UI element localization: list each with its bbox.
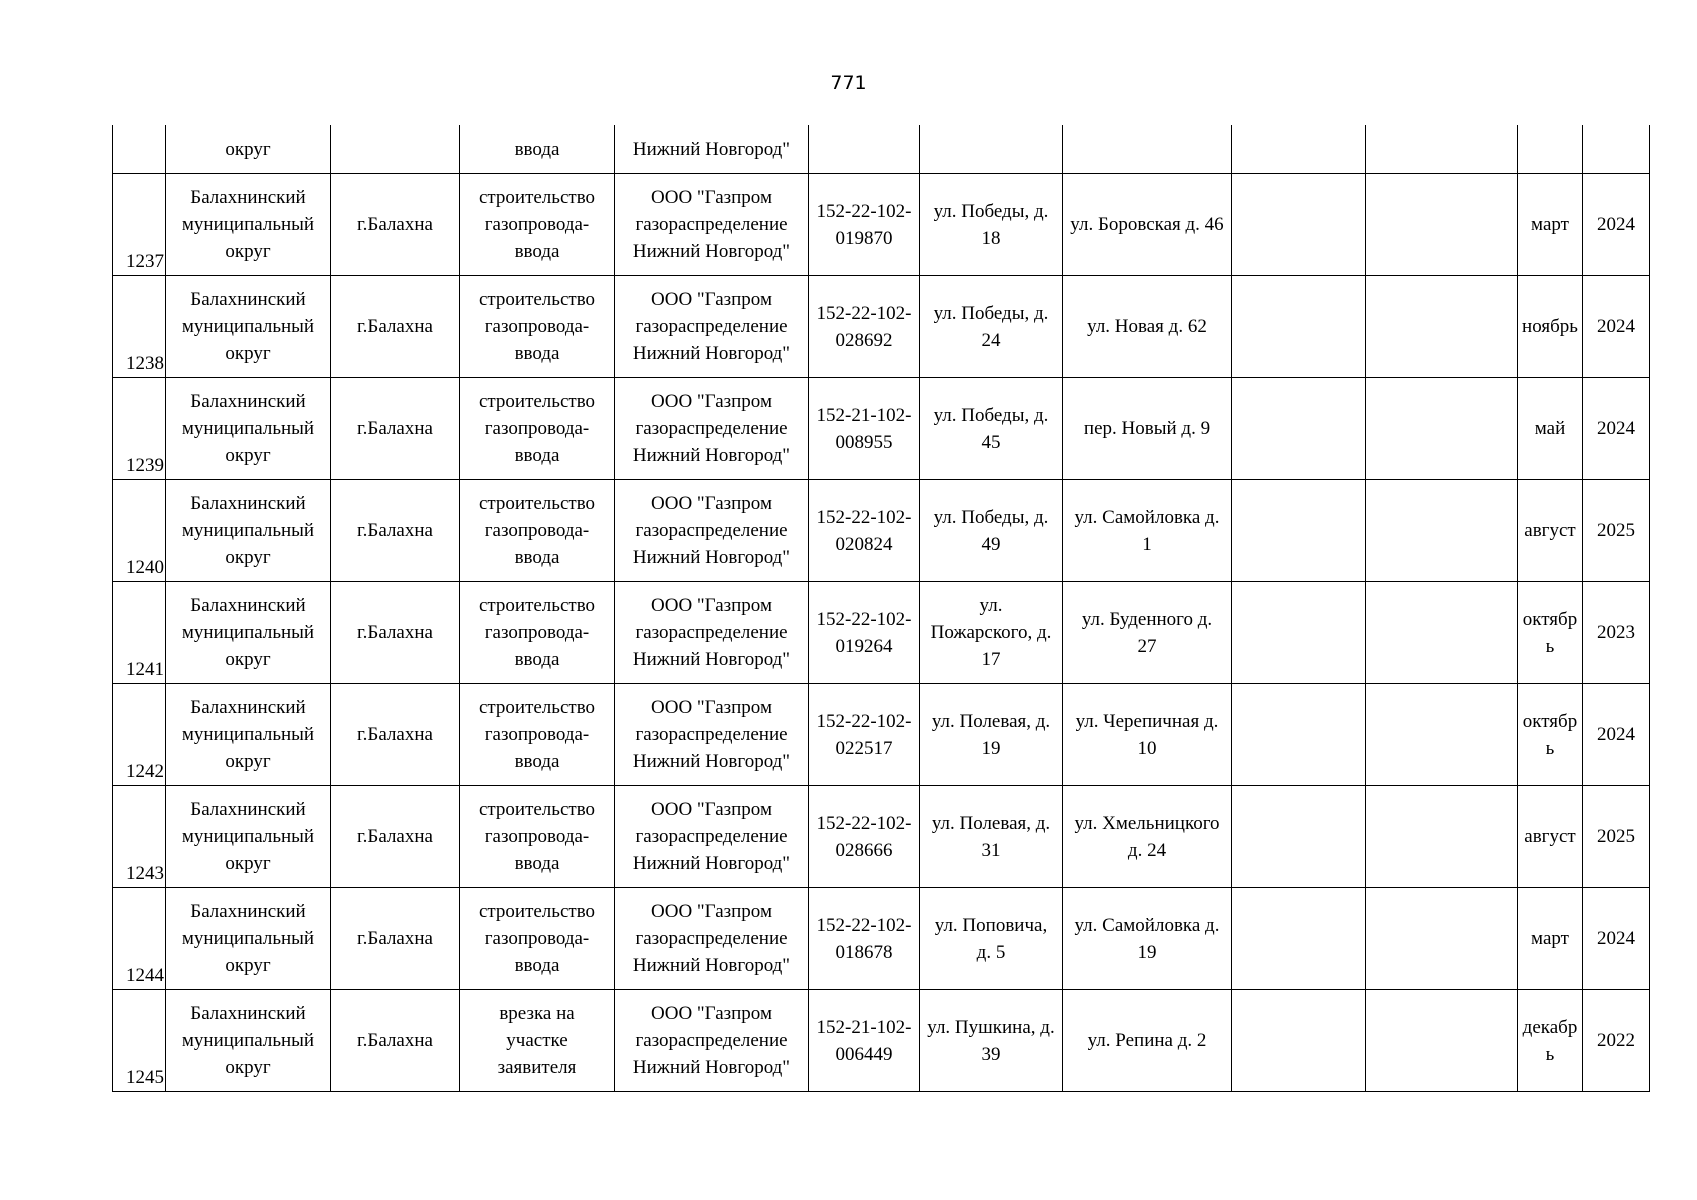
- organization-cell: ООО "Газпром газораспределение Нижний Новгород": [615, 480, 809, 582]
- code-cell: 152-22-102- 020824: [809, 480, 920, 582]
- table-row: [113, 684, 1650, 786]
- row-number-cell: 1242: [113, 684, 166, 786]
- year-cell: [1583, 125, 1650, 174]
- year-cell: 2025: [1583, 786, 1650, 888]
- locality-cell: г.Балахна: [331, 378, 460, 480]
- from-address-cell: ул. Поповича, д. 5: [920, 888, 1063, 990]
- empty-cell-10: [1366, 125, 1518, 174]
- page-number: 771: [830, 72, 867, 94]
- year-cell: 2025: [1583, 480, 1650, 582]
- code-cell: [809, 125, 920, 174]
- to-address-cell: ул. Буденного д. 27: [1063, 582, 1232, 684]
- month-cell: октябр ь: [1518, 582, 1583, 684]
- organization-cell: ООО "Газпром газораспределение Нижний Новгород": [615, 786, 809, 888]
- to-address-cell: ул. Самойловка д. 19: [1063, 888, 1232, 990]
- empty-cell-10: [1366, 378, 1518, 480]
- code-cell: 152-22-102- 028692: [809, 276, 920, 378]
- empty-cell-9: [1232, 990, 1366, 1092]
- to-address-cell: ул. Черепичная д. 10: [1063, 684, 1232, 786]
- row-number-cell: 1237: [113, 174, 166, 276]
- empty-cell-10: [1366, 786, 1518, 888]
- locality-cell: г.Балахна: [331, 276, 460, 378]
- from-address-cell: ул. Пушкина, д. 39: [920, 990, 1063, 1092]
- empty-cell-10: [1366, 990, 1518, 1092]
- row-number-cell: 1240: [113, 480, 166, 582]
- table-row: [113, 990, 1650, 1092]
- code-cell: 152-22-102- 028666: [809, 786, 920, 888]
- locality-cell: г.Балахна: [331, 480, 460, 582]
- empty-cell-9: [1232, 684, 1366, 786]
- year-cell: 2023: [1583, 582, 1650, 684]
- organization-cell: ООО "Газпром газораспределение Нижний Новгород": [615, 990, 809, 1092]
- organization-cell: ООО "Газпром газораспределение Нижний Новгород": [615, 888, 809, 990]
- locality-cell: г.Балахна: [331, 684, 460, 786]
- district-cell: округ: [166, 125, 331, 174]
- table-row: [113, 276, 1650, 378]
- locality-cell: г.Балахна: [331, 174, 460, 276]
- table-row: [113, 174, 1650, 276]
- work-type-cell: строительство газопровода- ввода: [460, 276, 615, 378]
- from-address-cell: ул. Победы, д. 45: [920, 378, 1063, 480]
- month-cell: август: [1518, 786, 1583, 888]
- year-cell: 2024: [1583, 378, 1650, 480]
- work-type-cell: врезка на участке заявителя: [460, 990, 615, 1092]
- work-type-cell: строительство газопровода- ввода: [460, 174, 615, 276]
- year-cell: 2024: [1583, 684, 1650, 786]
- empty-cell-9: [1232, 888, 1366, 990]
- work-type-cell: строительство газопровода- ввода: [460, 480, 615, 582]
- from-address-cell: ул. Пожарского, д. 17: [920, 582, 1063, 684]
- empty-cell-10: [1366, 276, 1518, 378]
- code-cell: 152-21-102- 008955: [809, 378, 920, 480]
- row-number-cell: 1244: [113, 888, 166, 990]
- work-type-cell: строительство газопровода- ввода: [460, 378, 615, 480]
- month-cell: март: [1518, 174, 1583, 276]
- from-address-cell: ул. Победы, д. 49: [920, 480, 1063, 582]
- empty-cell-9: [1232, 276, 1366, 378]
- from-address-cell: ул. Победы, д. 24: [920, 276, 1063, 378]
- work-type-cell: строительство газопровода- ввода: [460, 786, 615, 888]
- to-address-cell: ул. Репина д. 2: [1063, 990, 1232, 1092]
- from-address-cell: ул. Полевая, д. 19: [920, 684, 1063, 786]
- organization-cell: Нижний Новгород": [615, 125, 809, 174]
- year-cell: 2022: [1583, 990, 1650, 1092]
- locality-cell: г.Балахна: [331, 786, 460, 888]
- table-row: [113, 582, 1650, 684]
- district-cell: Балахнинский муниципальный округ: [166, 888, 331, 990]
- table-body: [113, 125, 1650, 1092]
- row-number-cell: 1241: [113, 582, 166, 684]
- empty-cell-9: [1232, 125, 1366, 174]
- to-address-cell: ул. Самойловка д. 1: [1063, 480, 1232, 582]
- organization-cell: ООО "Газпром газораспределение Нижний Новгород": [615, 174, 809, 276]
- from-address-cell: ул. Победы, д. 18: [920, 174, 1063, 276]
- empty-cell-10: [1366, 174, 1518, 276]
- code-cell: 152-22-102- 018678: [809, 888, 920, 990]
- code-cell: 152-22-102- 019264: [809, 582, 920, 684]
- empty-cell-9: [1232, 174, 1366, 276]
- organization-cell: ООО "Газпром газораспределение Нижний Новгород": [615, 276, 809, 378]
- organization-cell: ООО "Газпром газораспределение Нижний Новгород": [615, 582, 809, 684]
- row-number-cell: 1239: [113, 378, 166, 480]
- month-cell: август: [1518, 480, 1583, 582]
- empty-cell-9: [1232, 786, 1366, 888]
- month-cell: ноябрь: [1518, 276, 1583, 378]
- year-cell: 2024: [1583, 888, 1650, 990]
- gas-connection-table: [112, 125, 1650, 1092]
- month-cell: октябр ь: [1518, 684, 1583, 786]
- code-cell: 152-21-102- 006449: [809, 990, 920, 1092]
- district-cell: Балахнинский муниципальный округ: [166, 786, 331, 888]
- district-cell: Балахнинский муниципальный округ: [166, 684, 331, 786]
- district-cell: Балахнинский муниципальный округ: [166, 276, 331, 378]
- table-row: [113, 888, 1650, 990]
- organization-cell: ООО "Газпром газораспределение Нижний Новгород": [615, 684, 809, 786]
- to-address-cell: ул. Боровская д. 46: [1063, 174, 1232, 276]
- to-address-cell: [1063, 125, 1232, 174]
- locality-cell: [331, 125, 460, 174]
- row-number-cell: 1245: [113, 990, 166, 1092]
- year-cell: 2024: [1583, 276, 1650, 378]
- district-cell: Балахнинский муниципальный округ: [166, 582, 331, 684]
- month-cell: май: [1518, 378, 1583, 480]
- organization-cell: ООО "Газпром газораспределение Нижний Новгород": [615, 378, 809, 480]
- work-type-cell: строительство газопровода- ввода: [460, 888, 615, 990]
- locality-cell: г.Балахна: [331, 990, 460, 1092]
- to-address-cell: ул. Хмельницкого д. 24: [1063, 786, 1232, 888]
- empty-cell-10: [1366, 888, 1518, 990]
- to-address-cell: ул. Новая д. 62: [1063, 276, 1232, 378]
- empty-cell-9: [1232, 480, 1366, 582]
- row-number-cell: 1238: [113, 276, 166, 378]
- year-cell: 2024: [1583, 174, 1650, 276]
- district-cell: Балахнинский муниципальный округ: [166, 990, 331, 1092]
- table-row: [113, 786, 1650, 888]
- row-number-cell: 1243: [113, 786, 166, 888]
- month-cell: март: [1518, 888, 1583, 990]
- from-address-cell: [920, 125, 1063, 174]
- code-cell: 152-22-102- 019870: [809, 174, 920, 276]
- empty-cell-10: [1366, 582, 1518, 684]
- district-cell: Балахнинский муниципальный округ: [166, 378, 331, 480]
- district-cell: Балахнинский муниципальный округ: [166, 174, 331, 276]
- empty-cell-9: [1232, 582, 1366, 684]
- table-row: [113, 378, 1650, 480]
- row-number-cell: [113, 125, 166, 174]
- locality-cell: г.Балахна: [331, 582, 460, 684]
- code-cell: 152-22-102- 022517: [809, 684, 920, 786]
- empty-cell-10: [1366, 684, 1518, 786]
- to-address-cell: пер. Новый д. 9: [1063, 378, 1232, 480]
- empty-cell-9: [1232, 378, 1366, 480]
- locality-cell: г.Балахна: [331, 888, 460, 990]
- district-cell: Балахнинский муниципальный округ: [166, 480, 331, 582]
- month-cell: декабр ь: [1518, 990, 1583, 1092]
- month-cell: [1518, 125, 1583, 174]
- table-row: [113, 480, 1650, 582]
- empty-cell-10: [1366, 480, 1518, 582]
- work-type-cell: ввода: [460, 125, 615, 174]
- from-address-cell: ул. Полевая, д. 31: [920, 786, 1063, 888]
- table-row: [113, 125, 1650, 174]
- work-type-cell: строительство газопровода- ввода: [460, 582, 615, 684]
- work-type-cell: строительство газопровода- ввода: [460, 684, 615, 786]
